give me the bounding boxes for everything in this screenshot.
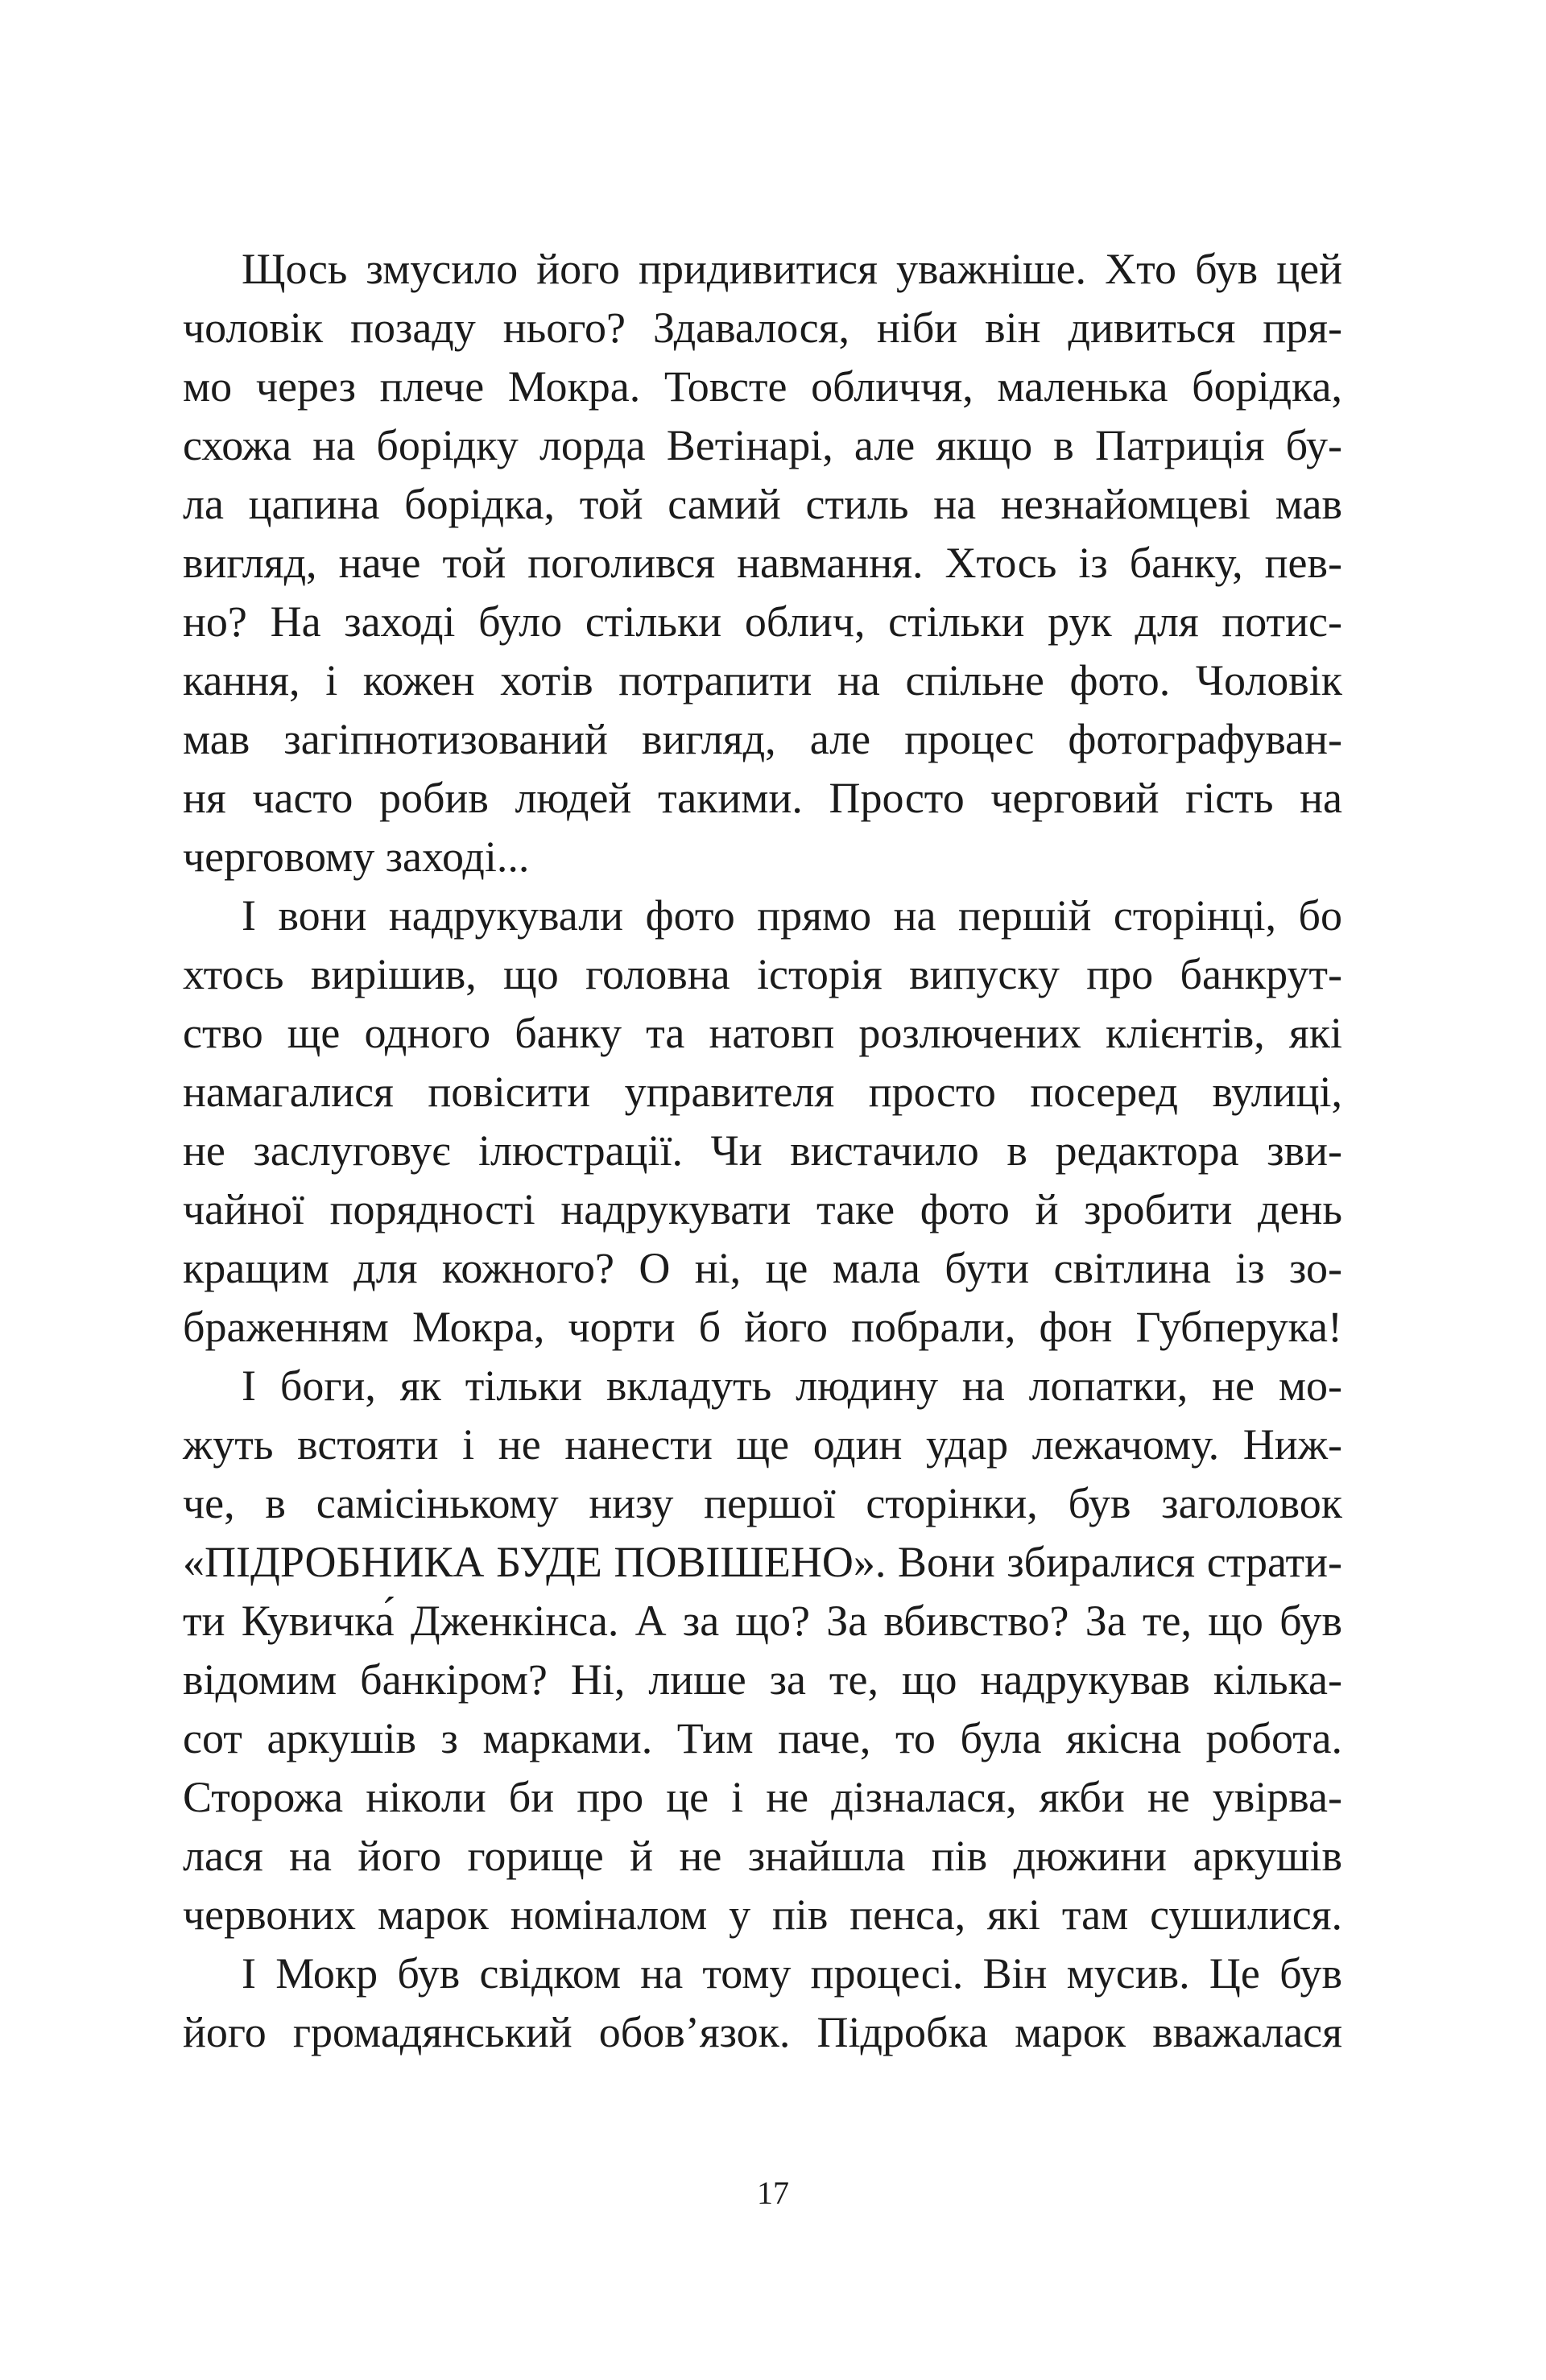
text-line: І боги, як тільки вкладуть людину на лопатки, не мо- <box>242 1361 1342 1410</box>
text-line: жуть встояти і не нанести ще один удар лежачому. Ниж- <box>183 1420 1342 1469</box>
text-line: чайної порядності надрукувати таке фото й зробити день <box>183 1185 1342 1233</box>
text-line: лася на його горище й не знайшла пів дюжини аркушів <box>183 1832 1342 1880</box>
text-line: схожа на борідку лорда Ветінарі, але якщо в Патриція бу- <box>183 421 1342 469</box>
text-line: ня часто робив людей такими. Просто черговий гість на <box>183 774 1342 822</box>
text-line: сот аркушів з марками. Тим паче, то була якісна робота. <box>183 1714 1342 1762</box>
text-line: «ПІДРОБНИКА БУДЕ ПОВІШЕНО». Вони збиралися страти- <box>183 1538 1342 1586</box>
text-line: но? На заході було стільки облич, стільки рук для потис- <box>183 597 1342 646</box>
text-line: кращим для кожного? О ні, це мала бути світлина із зо- <box>183 1244 1342 1292</box>
text-line: відомим банкіром? Ні, лише за те, що надрукував кілька- <box>183 1655 1342 1704</box>
text-line: кання, і кожен хотів потрапити на спільне фото. Чоловік <box>183 656 1342 704</box>
text-line: черговому заході... <box>183 833 530 881</box>
text-line: Щось змусило його придивитися уважніше. Хто був цей <box>242 245 1342 293</box>
text-line: не заслуговує ілюстрації. Чи вистачило в редактора зви- <box>183 1126 1342 1175</box>
text-line: І Мокр був свідком на тому процесі. Він мусив. Це був <box>242 1949 1342 1998</box>
text-line: І вони надрукували фото прямо на першій сторінці, бо <box>242 891 1342 940</box>
text-line: браженням Мокра, чорти б його побрали, фон Губперука! <box>183 1303 1342 1351</box>
text-line: мав загіпнотизований вигляд, але процес фотографуван- <box>183 715 1342 763</box>
text-line: ти Кувичка́ Дженкінса. А за що? За вбивство? За те, що був <box>183 1597 1342 1645</box>
text-line: червоних марок номіналом у пів пенса, які там сушилися. <box>183 1890 1342 1939</box>
body-text <box>183 240 1342 2062</box>
text-line: ла цапина борідка, той самий стиль на незнайомцеві мав <box>183 480 1342 528</box>
text-line: ство ще одного банку та натовп розлючених клієнтів, які <box>183 1009 1342 1057</box>
text-line: Сторожа ніколи би про це і не дізналася, якби не увірва- <box>183 1773 1342 1821</box>
text-line: чоловік позаду нього? Здавалося, ніби він дивиться пря- <box>183 304 1342 352</box>
text-line: вигляд, наче той поголився навмання. Хтось із банку, пев- <box>183 539 1342 587</box>
text-line: мо через плече Мокра. Товсте обличчя, маленька борідка, <box>183 362 1342 411</box>
text-line: хтось вирішив, що головна історія випуску про банкрут- <box>183 950 1342 998</box>
page-number: 17 <box>757 2175 789 2211</box>
text-line: намагалися повісити управителя просто посеред вулиці, <box>183 1068 1342 1116</box>
text-line: його громадянський обов’язок. Підробка марок вважалася <box>183 2008 1342 2056</box>
text-line: че, в самісінькому низу першої сторінки, був заголовок <box>183 1479 1342 1527</box>
